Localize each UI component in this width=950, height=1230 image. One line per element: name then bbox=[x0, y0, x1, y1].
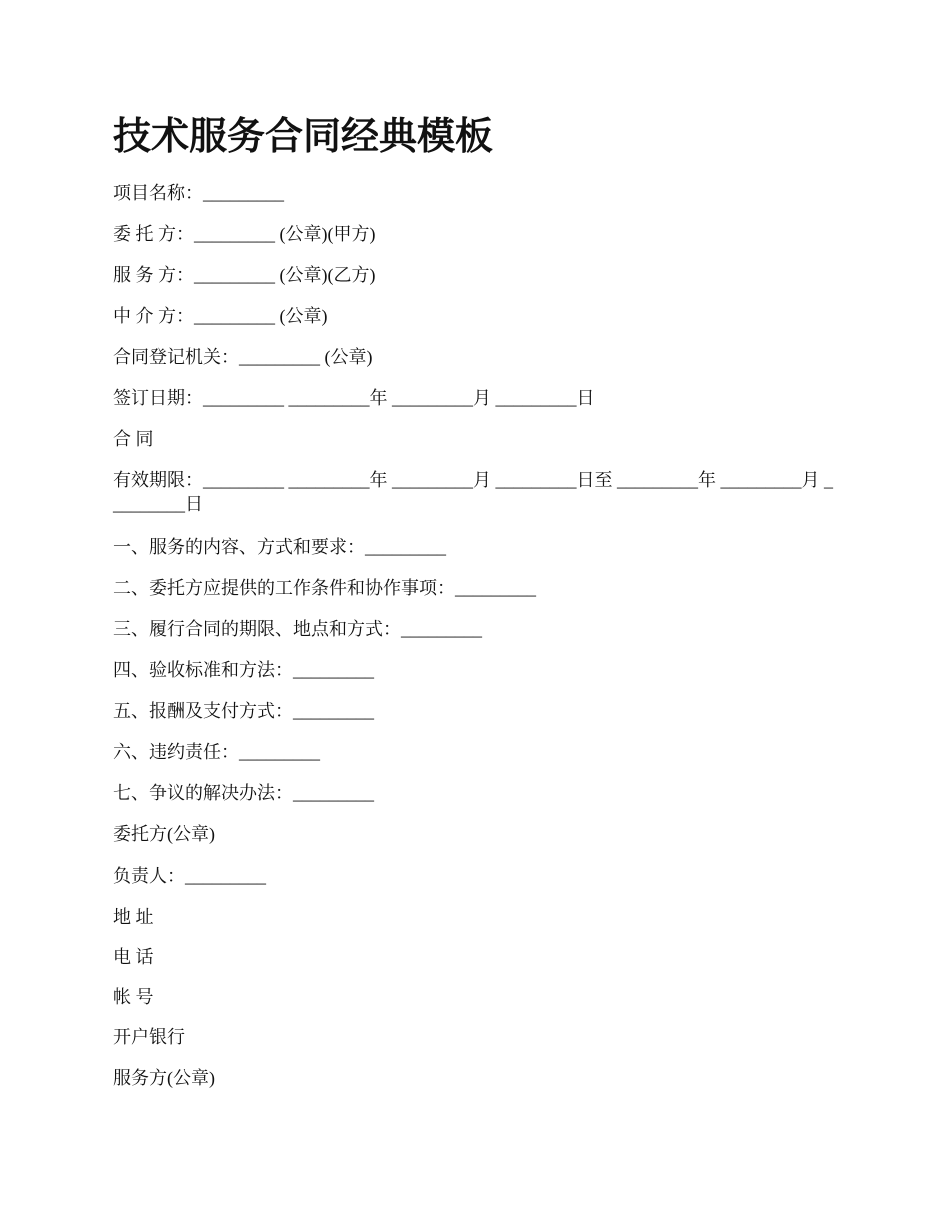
client-seal-line: 委托方(公章) bbox=[113, 824, 215, 844]
clause-7-line: 七、争议的解决办法：_________ bbox=[113, 783, 374, 803]
intermediary-line: 中 介 方：_________ (公章) bbox=[113, 306, 328, 326]
account-line: 帐 号 bbox=[113, 987, 154, 1007]
registration-authority-line: 合同登记机关：_________ (公章) bbox=[113, 347, 373, 367]
project-name-line: 项目名称：_________ bbox=[113, 183, 284, 203]
validity-period-line: 有效期限：_________ _________年 _________月 _________日至 _________年 _________月 _________日 bbox=[113, 470, 833, 514]
responsible-person-line: 负责人：_________ bbox=[113, 866, 266, 886]
document-title: 技术服务合同经典模板 bbox=[113, 116, 494, 158]
clause-1-line: 一、服务的内容、方式和要求：_________ bbox=[113, 537, 446, 557]
clause-4-line: 四、验收标准和方法：_________ bbox=[113, 660, 374, 680]
clause-2-line: 二、委托方应提供的工作条件和协作事项：_________ bbox=[113, 578, 536, 598]
phone-line: 电 话 bbox=[113, 947, 154, 967]
bank-line: 开户银行 bbox=[113, 1027, 185, 1047]
service-provider-line: 服 务 方：_________ (公章)(乙方) bbox=[113, 265, 376, 285]
clause-3-line: 三、履行合同的期限、地点和方式：_________ bbox=[113, 619, 482, 639]
provider-seal-line: 服务方(公章) bbox=[113, 1068, 215, 1088]
client-line: 委 托 方：_________ (公章)(甲方) bbox=[113, 224, 376, 244]
clause-6-line: 六、违约责任：_________ bbox=[113, 742, 320, 762]
signing-date-line: 签订日期：_________ _________年 _________月 _________日 bbox=[113, 388, 595, 408]
address-line: 地 址 bbox=[113, 907, 154, 927]
clause-5-line: 五、报酬及支付方式：_________ bbox=[113, 701, 374, 721]
contract-label-line: 合 同 bbox=[113, 429, 154, 449]
